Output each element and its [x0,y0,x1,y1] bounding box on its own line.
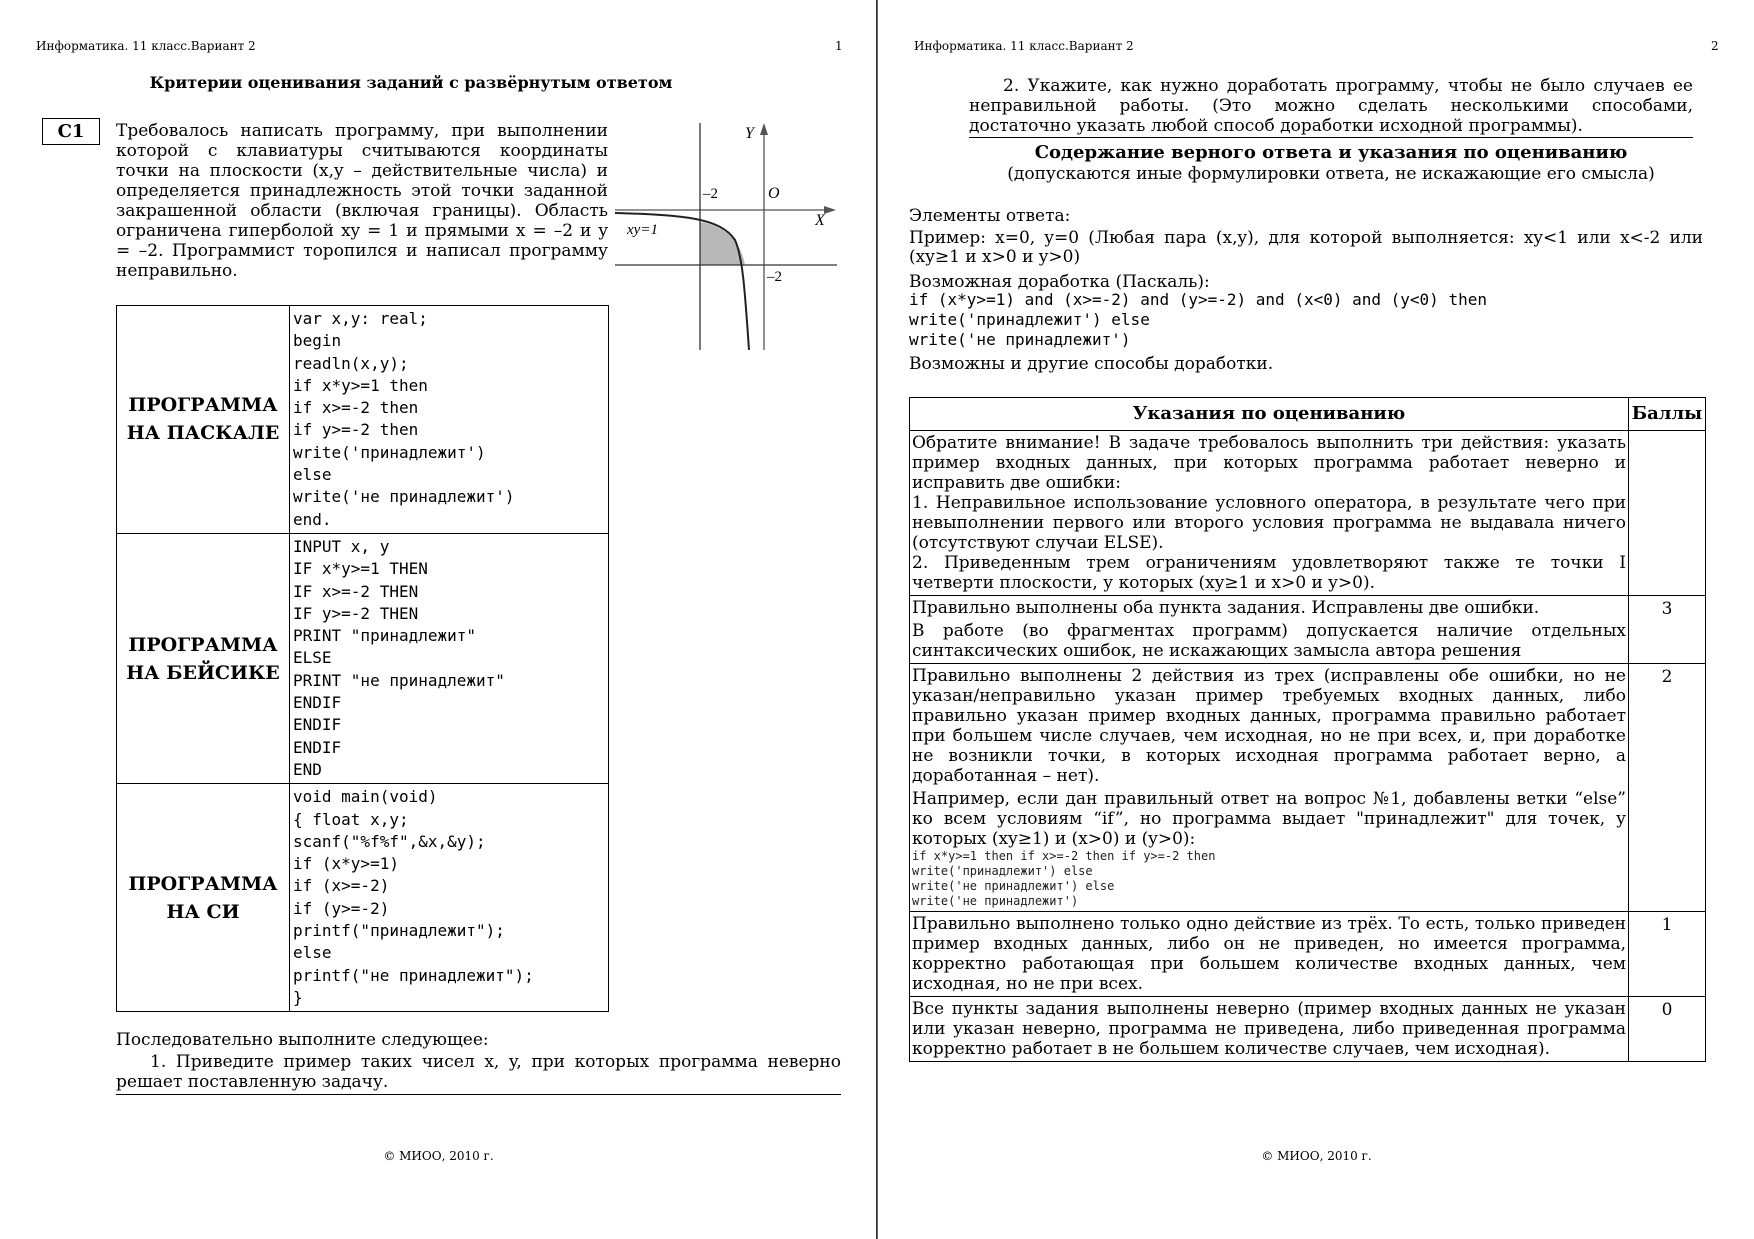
answer-subtitle: (допускаются иные формулировки ответа, не искажающие его смысла) [1007,164,1655,184]
criteria-cell [910,596,1629,664]
criteria-text: Правильно выполнены 2 действия из трех (исправлены обе ошибки, но не указан/неправильно указан пример требуемых входных данных, либо правильно указан пример входных данных, программа правильно работает при большем числе случаев, чем исходная, но не при всех, и, при доработке не возникли точки, в которых исходная программа работает верно, а доработанная – нет). [912,666,1626,786]
criteria-cell [910,997,1629,1062]
page-number: 2 [1711,39,1719,53]
page-header: Информатика. 11 класс.Вариант 2 [36,39,256,53]
column-header-guidelines: Указания по оцениванию [910,398,1629,431]
note-paragraph: Обратите внимание! В задаче требовалось выполнить три действия: указать пример входных данных, при которых программа работает неверно и исправить две ошибки: [912,433,1626,493]
score-cell: 0 [1629,997,1706,1062]
criteria-text: Правильно выполнены оба пункта задания. Исправлены две ошибки. [912,598,1540,618]
score-cell: 2 [1629,664,1706,912]
elements-title: Элементы ответа: [909,206,1071,226]
score-cell: 3 [1629,596,1706,664]
program-code-basic: INPUT x, y IF x*y>=1 THEN IF x>=-2 THEN IF y>=-2 THEN PRINT "принадлежит" ELSE PRINT "не принадлежит" ENDIF ENDIF ENDIF END [290,533,609,783]
program-code-c: void main(void) { float x,y; scanf("%f%f",&x,&y); if (x*y>=1) if (x>=-2) if (y>=-2) printf("принадлежит"); else printf("не принадлежит"); } [290,784,609,1012]
page-footer: © МИОО, 2010 г. [383,1149,494,1163]
table-row-note [910,431,1706,596]
note-paragraph: 2. Приведенным трем ограничениям удовлетворяют также те точки I четверти плоскости, у которых (xy≥1 и x>0 и y>0). [912,553,1626,593]
program-label-line2: НА ПАСКАЛЕ [126,422,280,445]
region-graph [615,118,840,350]
task-text: Требовалось написать программу, при выполнении которой с клавиатуры считываются координаты точки на плоскости (x,y – действительные числа) и определяется принадлежность этой точки заданной закрашенной области (включая границы). Область ограничена гиперболой xy = 1 и прямыми x = –2 и y = –2. Программист торопился и написал программу неправильно. [116,121,608,281]
y-tick-label: –2 [767,269,782,285]
answer-title: Содержание верного ответа и указания по оцениванию [1034,142,1628,163]
steps-intro: Последовательно выполните следующее: [116,1030,489,1050]
fix-code: if (x*y>=1) and (x>=-2) and (y>=-2) and (x<0) and (y<0) then write('принадлежит') else write('не принадлежит') [909,290,1487,349]
criteria-text: В работе (во фрагментах программ) допускается наличие отдельных синтаксических ошибок, не искажающих замысла автора решения [912,621,1626,661]
criteria-cell [910,664,1629,912]
step-2: 2. Укажите, как нужно доработать программу, чтобы не было случаев ее неправильной работы. (Это можно сделать несколькими способами, достаточно указать любой способ доработки исходной программы). [969,76,1693,136]
program-row [117,533,609,783]
table-row [910,997,1706,1062]
program-label-line1: ПРОГРАММА [128,633,278,656]
empty-score-cell [1629,431,1706,596]
note-paragraph: 1. Неправильное использование условного оператора, в результате чего при невыполнении первого или второго условия программа не выдавала ничего (отсутствуют случаи ELSE). [912,493,1626,553]
table-row [910,912,1706,997]
program-row [117,306,609,534]
x-tick-label: –2 [703,186,718,202]
note-cell [910,431,1629,596]
y-axis-label: Y [745,125,754,142]
program-language-cell [117,533,290,783]
program-language-cell [117,784,290,1012]
program-row [117,784,609,1012]
page-number: 1 [835,39,843,53]
program-label-line2: НА БЕЙСИКЕ [126,661,280,684]
score-cell: 1 [1629,912,1706,997]
x-axis-arrow [824,206,836,214]
task-label: C1 [42,118,100,145]
table-row [910,596,1706,664]
program-code-pascal: var x,y: real; begin readln(x,y); if x*y>=1 then if x>=-2 then if y>=-2 then write('принадлежит') else write('не принадлежит') end. [290,306,609,534]
curve-label: xy=1 [627,222,658,238]
answer-example: Пример: x=0, y=0 (Любая пара (x,y), для которой выполняется: xy<1 или x<-2 или (xy≥1 и x>0 и y>0) [909,228,1703,267]
table-row [910,664,1706,912]
programs-table [116,305,609,1012]
column-header-score: Баллы [1629,398,1706,431]
program-language-cell [117,306,290,534]
criteria-text: Правильно выполнено только одно действие из трёх. То есть, только приведен пример входных данных, либо он не приведен, но имеется программа, корректно работающая при большем количестве входных данных, чем исходная, но не при всех. [912,914,1626,994]
x-axis-label: X [815,212,825,229]
program-label-line2: НА СИ [166,900,240,923]
criteria-text: Все пункты задания выполнены неверно (пример входных данных не указан или указан неверно, программа не приведена, либо приведенная программа корректно работает в не большем количестве случаев, чем исходная). [912,999,1626,1059]
table-header-row [910,398,1706,431]
step-1: 1. Приведите пример таких чисел x, y, при которых программа неверно решает поставленную задачу. [116,1052,841,1095]
other-ways: Возможны и другие способы доработки. [909,354,1274,374]
page-footer: © МИОО, 2010 г. [1261,1149,1372,1163]
program-label-line1: ПРОГРАММА [128,394,278,417]
criteria-text: Например, если дан правильный ответ на вопрос №1, добавлены ветки “else” ко всем условиям “if”, но программа выдает "принадлежит" для точек, у которых (xy≥1) и (x>0) и (y>0): [912,789,1626,849]
fix-title: Возможная доработка (Паскаль): [909,272,1210,292]
page-title: Критерии оценивания заданий с развёрнутым ответом [149,73,673,92]
y-axis-arrow [760,123,768,135]
origin-label: O [768,185,780,202]
criteria-code: if x*y>=1 then if x>=-2 then if y>=-2 then write('принадлежит') else write('не принадлежит') else write('не принадлежит') [912,849,1216,908]
page-header: Информатика. 11 класс.Вариант 2 [914,39,1134,53]
page-2 [877,0,1754,1239]
program-label-line1: ПРОГРАММА [128,872,278,895]
grading-table [909,397,1706,1062]
criteria-cell [910,912,1629,997]
